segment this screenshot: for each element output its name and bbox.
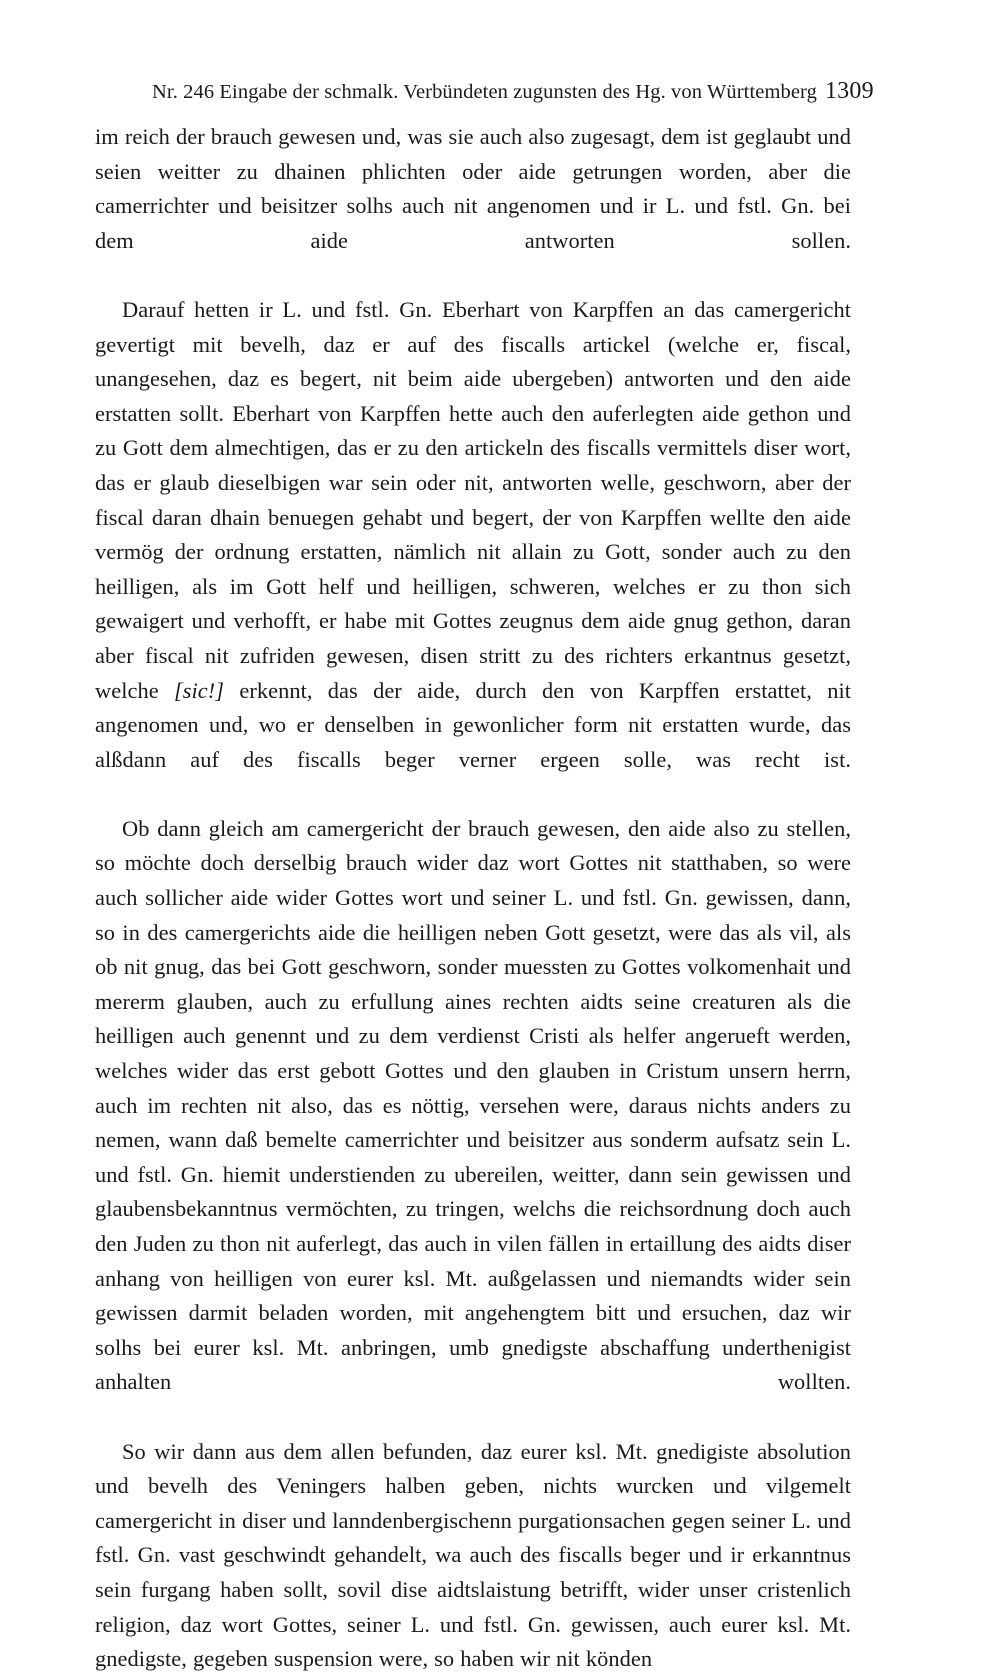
body-text-block — [95, 120, 851, 1677]
running-header — [152, 78, 874, 105]
sic-marker: [sic!] — [174, 677, 225, 703]
paragraph-4 — [95, 1435, 851, 1677]
paragraph-1-text: im reich der brauch gewesen und, was sie auch also zugesagt, dem ist geglaubt und seien weitter zu dhainen phlichten oder aide getrungen worden, aber die camerrichter und beisitzer solhs auch nit angenomen und ir L. und fstl. Gn. bei dem aide antworten sollen. — [95, 124, 851, 253]
paragraph-4-text: So wir dann aus dem allen befunden, daz eurer ksl. Mt. gnedigiste absolution und bevelh des Veningers halben geben, nichts wurcken und vilgemelt camergericht in diser und lanndenbergischenn purgationsachen gegen seiner L. und fstl. Gn. vast geschwindt gehandelt, wa auch des fiscalls beger und ir erkanntnus sein furgang haben sollt, sovil dise aidtslaistung betrifft, wider unser cristenlich religion, daz wort Gottes, seiner L. und fstl. Gn. gewissen, auch eurer ksl. Mt. gnedigste, gegeben suspension were, so haben wir nit könden — [95, 1438, 851, 1672]
paragraph-3 — [95, 812, 851, 1435]
paragraph-2-text-before-sic: Darauf hetten ir L. und fstl. Gn. Eberhart von Karpffen an das camergericht gevertigt mit bevelh, daz er auf des fiscalls artickel (welche er, fiscal, unangesehen, daz es begert, nit beim aide ubergeben) antworten und den aide erstatten sollt. Eberhart von Karpffen hette auch den auferlegten aide gethon und zu Gott dem almechtigen, das er zu den artickeln des fiscalls vermittels diser wort, das er glaub dieselbigen war sein oder nit, antworten welle, geschworn, aber der fiscal daran dhain benuegen gehabt und begert, der von Karpffen wellte den aide vermög der ordnung erstatten, nämlich nit allain zu Gott, sonder auch zu den heilligen, als im Gott helf und heilligen, schweren, welches er zu thon sich gewaigert und verhofft, er habe mit Gottes zeugnus dem aide gnug gethon, daran aber fiscal nit zufriden gewesen, disen stritt zu des richters erkantnus gesetzt, welche — [95, 296, 851, 703]
paragraph-1 — [95, 120, 851, 293]
running-header-title: Nr. 246 Eingabe der schmalk. Verbündeten zugunsten des Hg. von Württemberg — [152, 81, 817, 103]
page-number: 1309 — [824, 78, 874, 104]
paragraph-2-text-after-sic: erkennt, das der aide, durch den von Karpffen erstattet, nit angenomen und, wo er denselben in gewonlicher form nit erstatten wurde, das alßdann auf des fiscalls beger verner ergeen solle, was recht ist. — [95, 677, 851, 772]
paragraph-3-text: Ob dann gleich am camergericht der brauch gewesen, den aide also zu stellen, so möchte doch derselbig brauch wider daz wort Gottes nit statthaben, so were auch sollicher aide wider Gottes wort und seiner L. und fstl. Gn. gewissen, dann, so in des camergerichts aide die heilligen neben Gott gesetzt, were das als vil, als ob nit gnug, das bei Gott geschworn, sonder muessten zu Gottes volkomenhait und mererm glauben, auch zu erfullung aines rechten aidts seine creaturen als die heilligen auch genennt und zu dem verdienst Cristi als helfer angerueft werden, welches wider das erst gebott Gottes und den glauben in Cristum unsern herrn, auch im rechten nit also, das es nöttig, versehen were, daraus nichts anders zu nemen, wann daß bemelte camerrichter und beisitzer aus sonderm aufsatz sein L. und fstl. Gn. hiemit understienden zu ubereilen, weitter, dann sein gewissen und glaubensbekanntnus vermöchten, zu tringen, welchs die reichsordnung doch auch den Juden zu thon nit auferlegt, das auch in vilen fällen in ertaillung des aidts diser anhang von heilligen von eurer ksl. Mt. außgelassen und niemandts wider sein gewissen darmit beladen worden, mit angehengtem bitt und ersuchen, daz wir solhs bei eurer ksl. Mt. anbringen, umb gnedigste abschaffung underthenigist anhalten wollten. — [95, 815, 851, 1395]
paragraph-2 — [95, 293, 851, 812]
